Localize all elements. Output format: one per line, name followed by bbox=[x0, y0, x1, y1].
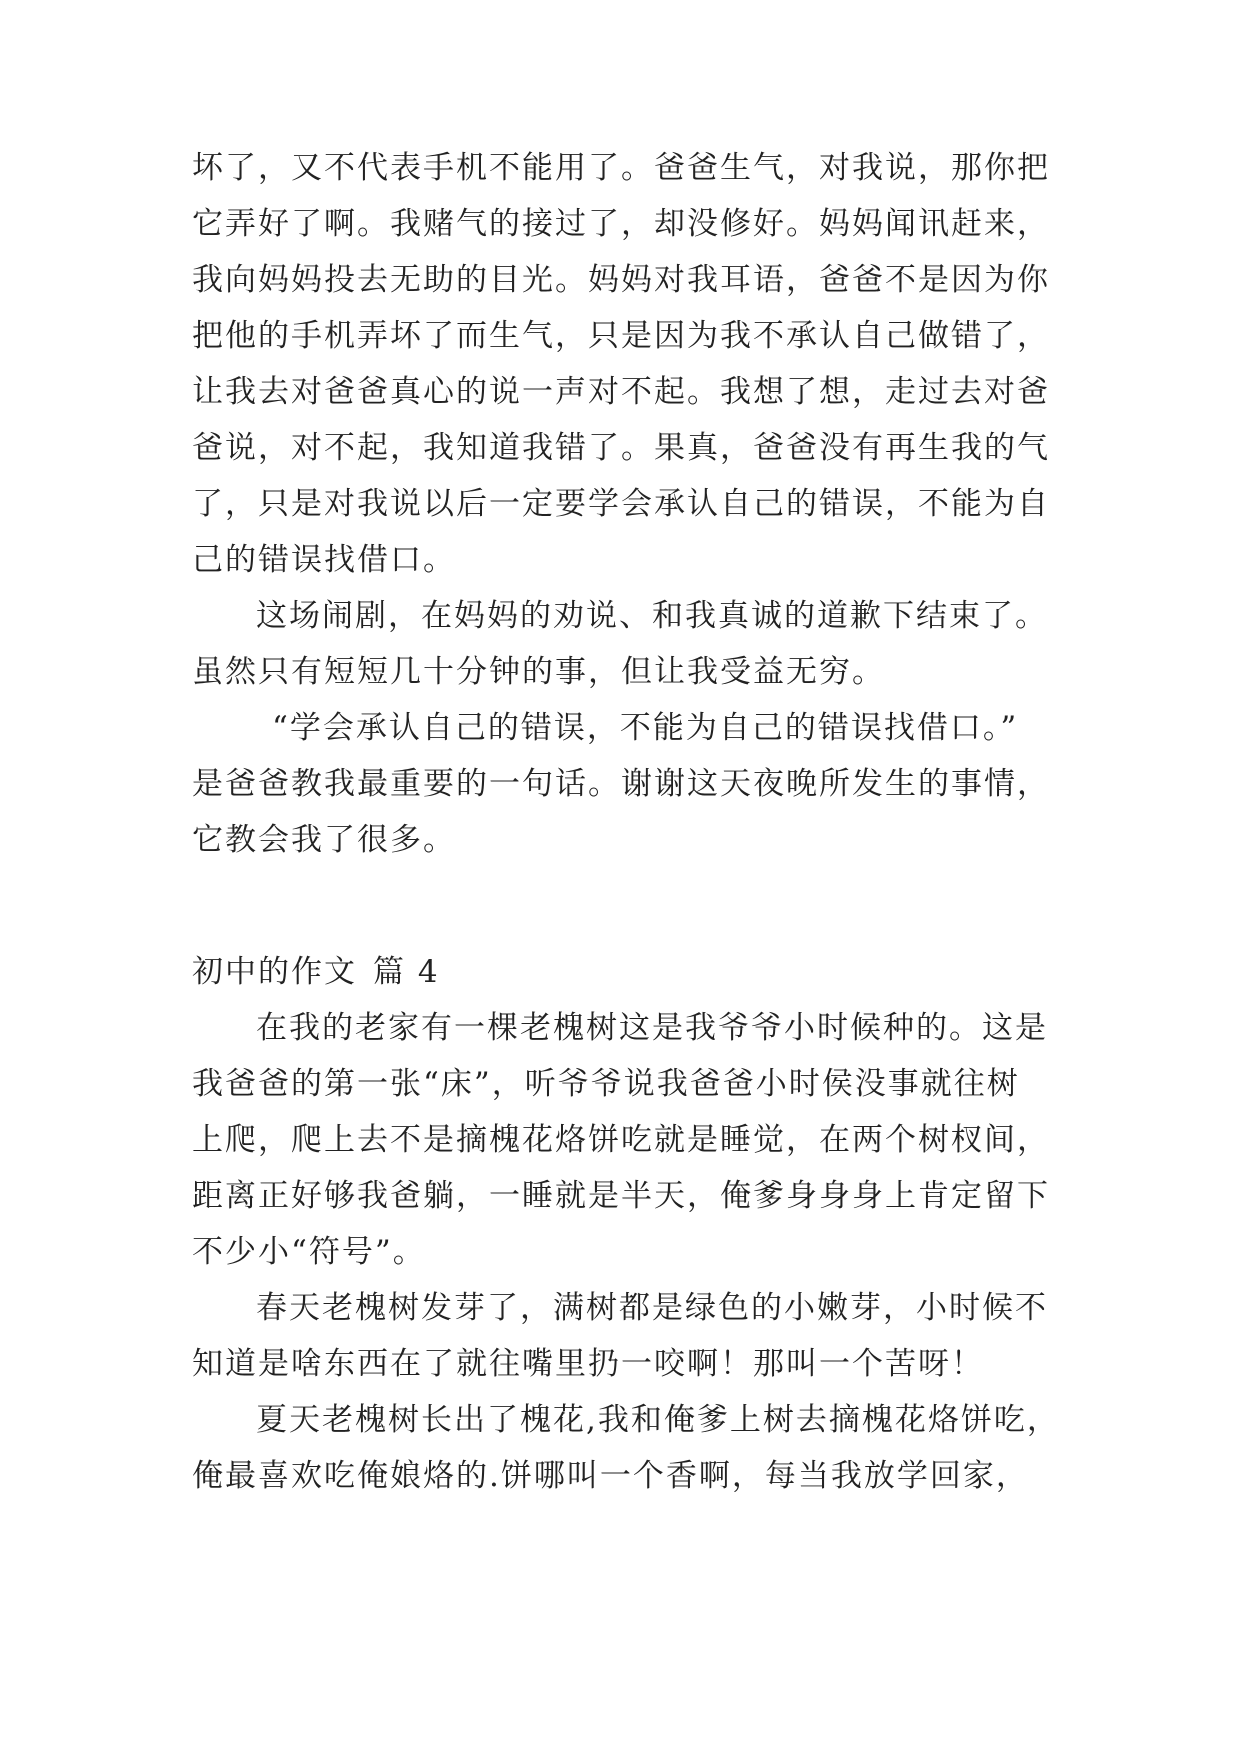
heading-label: 篇 4 bbox=[373, 954, 440, 990]
text-line: 爸说，对不起，我知道我错了。果真，爸爸没有再生我的气 bbox=[192, 430, 1050, 466]
document-page bbox=[192, 140, 1072, 1504]
text-line: 是爸爸教我最重要的一句话。谢谢这天夜晚所发生的事情， bbox=[192, 766, 1050, 802]
section-spacer bbox=[192, 868, 1072, 944]
paragraph bbox=[192, 1000, 1072, 1280]
text-line: 距离正好够我爸躺，一睡就是半天，俺爹身身身上肯定留下 bbox=[192, 1178, 1050, 1214]
text-line: 我向妈妈投去无助的目光。妈妈对我耳语，爸爸不是因为你 bbox=[192, 262, 1050, 298]
text-line: 春天老槐树发芽了，满树都是绿色的小嫩芽，小时候不 bbox=[256, 1290, 1048, 1326]
paragraph bbox=[192, 588, 1072, 700]
text-line: 上爬，爬上去不是摘槐花烙饼吃就是睡觉，在两个树杈间， bbox=[192, 1122, 1050, 1158]
text-line: 我爸爸的第一张“床”，听爷爷说我爸爸小时侯没事就往树 bbox=[192, 1066, 1020, 1102]
text-line: 虽然只有短短几十分钟的事，但让我受益无穷。 bbox=[192, 654, 885, 690]
section-heading bbox=[192, 944, 1072, 1000]
text-line: 夏天老槐树长出了槐花,我和俺爹上树去摘槐花烙饼吃， bbox=[256, 1402, 1060, 1438]
paragraph bbox=[192, 140, 1072, 588]
text-line: 了，只是对我说以后一定要学会承认自己的错误，不能为自 bbox=[192, 486, 1050, 522]
heading-title: 初中的作文 bbox=[192, 954, 357, 990]
text-line: 让我去对爸爸真心的说一声对不起。我想了想，走过去对爸 bbox=[192, 374, 1050, 410]
text-line: “学会承认自己的错误，不能为自己的错误找借口。” bbox=[272, 710, 1019, 746]
paragraph bbox=[192, 700, 1072, 868]
text-line: 它教会我了很多。 bbox=[192, 822, 456, 858]
text-line: 知道是啥东西在了就往嘴里扔一咬啊！那叫一个苦呀！ bbox=[192, 1346, 984, 1382]
text-line: 坏了，又不代表手机不能用了。爸爸生气，对我说，那你把 bbox=[192, 150, 1050, 186]
text-line: 这场闹剧，在妈妈的劝说、和我真诚的道歉下结束了。 bbox=[256, 598, 1048, 634]
text-line: 在我的老家有一棵老槐树这是我爷爷小时候种的。这是 bbox=[256, 1010, 1048, 1046]
paragraph bbox=[192, 1392, 1072, 1504]
text-line: 它弄好了啊。我赌气的接过了，却没修好。妈妈闻讯赶来， bbox=[192, 206, 1050, 242]
text-line: 不少小“符号”。 bbox=[192, 1234, 426, 1270]
text-line: 把他的手机弄坏了而生气，只是因为我不承认自己做错了， bbox=[192, 318, 1050, 354]
text-line: 己的错误找借口。 bbox=[192, 542, 456, 578]
paragraph bbox=[192, 1280, 1072, 1392]
text-line: 俺最喜欢吃俺娘烙的.饼哪叫一个香啊，每当我放学回家， bbox=[192, 1458, 1029, 1494]
